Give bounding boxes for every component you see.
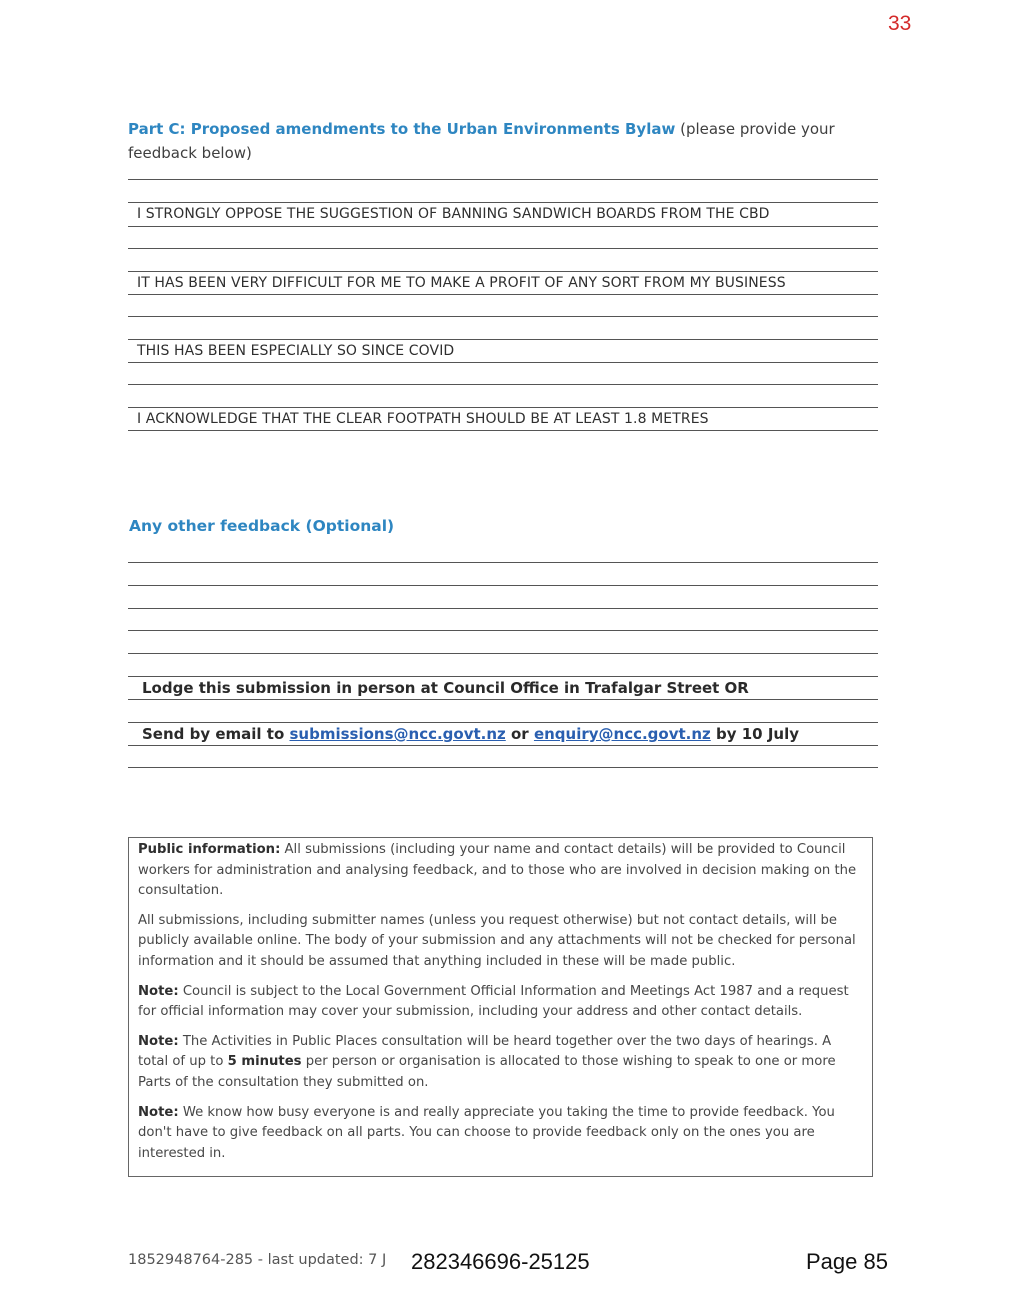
feedback-line: IT HAS BEEN VERY DIFFICULT FOR ME TO MAKE A PROFIT OF ANY SORT FROM MY BUSINESS	[137, 275, 786, 291]
footer-doc-ref: 1852948764-285 - last updated: 7 J	[128, 1252, 387, 1268]
info-paragraph	[138, 911, 864, 973]
email-deadline: by 10 July	[710, 725, 800, 743]
info-label: Note:	[138, 983, 179, 999]
writing-line	[128, 630, 878, 631]
page-number: 33	[888, 12, 912, 35]
email-prefix: Send by email to	[142, 725, 290, 743]
writing-line	[128, 699, 878, 700]
info-label: Note:	[138, 1104, 179, 1120]
part-c-instruction: (please provide your feedback below)	[128, 120, 835, 162]
writing-line	[128, 294, 878, 295]
writing-line	[128, 179, 878, 180]
writing-line	[128, 430, 878, 431]
public-information-box	[128, 837, 873, 1177]
writing-line	[128, 248, 878, 249]
writing-line	[128, 653, 878, 654]
writing-line	[128, 676, 878, 677]
part-c-heading	[128, 117, 878, 165]
writing-line	[128, 767, 878, 768]
writing-line	[128, 316, 878, 317]
info-label: Public information:	[138, 842, 281, 857]
writing-line	[128, 362, 878, 363]
writing-line	[128, 608, 878, 609]
feedback-line: I ACKNOWLEDGE THAT THE CLEAR FOOTPATH SHOULD BE AT LEAST 1.8 METRES	[137, 411, 709, 427]
lodge-by-email	[142, 725, 799, 743]
other-feedback-heading: Any other feedback (Optional)	[129, 517, 395, 535]
feedback-line: THIS HAS BEEN ESPECIALLY SO SINCE COVID	[137, 343, 455, 359]
info-text: per person or organisation is allocated to those wishing to speak to one or more Parts of the consultation they submitted on.	[138, 1054, 836, 1090]
info-text: We know how busy everyone is and really appreciate you taking the time to provide feedback. You don't have to give feedback on all parts. You can choose to provide feedback only on the ones you are interested in.	[138, 1104, 835, 1161]
writing-line	[128, 562, 878, 563]
feedback-line: I STRONGLY OPPOSE THE SUGGESTION OF BANNING SANDWICH BOARDS FROM THE CBD	[137, 206, 770, 222]
info-label: Note:	[138, 1033, 179, 1049]
writing-line	[128, 407, 878, 408]
writing-line	[128, 339, 878, 340]
footer-page-number: Page 85	[806, 1249, 888, 1274]
footer-overlay-ref: 282346696-25125	[411, 1249, 590, 1274]
writing-line	[128, 226, 878, 227]
enquiry-email-link[interactable]: enquiry@ncc.govt.nz	[533, 725, 711, 743]
writing-line	[128, 384, 878, 385]
info-text: All submissions (including your name and contact details) will be provided to Council workers for administration and analysing feedback, and to those who are involved in decision making on the consultation.	[138, 842, 857, 899]
writing-line	[128, 585, 878, 586]
info-paragraph	[138, 1032, 864, 1094]
writing-line	[128, 722, 878, 723]
info-emphasis: 5 minutes	[227, 1054, 302, 1070]
info-text: Council is subject to the Local Government Official Information and Meetings Act 1987 and a request for official information may cover your submission, including your address and other contact details.	[138, 983, 849, 1020]
info-text: All submissions, including submitter names (unless you request otherwise) but not contact details, will be publicly available online. The body of your submission and any attachments will not be checked for personal information and it should be assumed that anything included in these will be made public.	[138, 912, 856, 969]
writing-line	[128, 745, 878, 746]
info-text: The Activities in Public Places consultation will be heard together over the two days of hearings. A total of up to	[138, 1033, 832, 1070]
info-paragraph	[138, 1103, 864, 1165]
part-c-title: Part C: Proposed amendments to the Urban Environments Bylaw	[128, 120, 676, 138]
submissions-email-link[interactable]: submissions@ncc.govt.nz	[289, 725, 506, 743]
email-or: or	[505, 725, 534, 743]
info-paragraph	[138, 840, 864, 902]
info-paragraph	[138, 982, 864, 1023]
writing-line	[128, 271, 878, 272]
lodge-in-person: Lodge this submission in person at Council Office in Trafalgar Street OR	[142, 679, 749, 697]
writing-line	[128, 202, 878, 203]
